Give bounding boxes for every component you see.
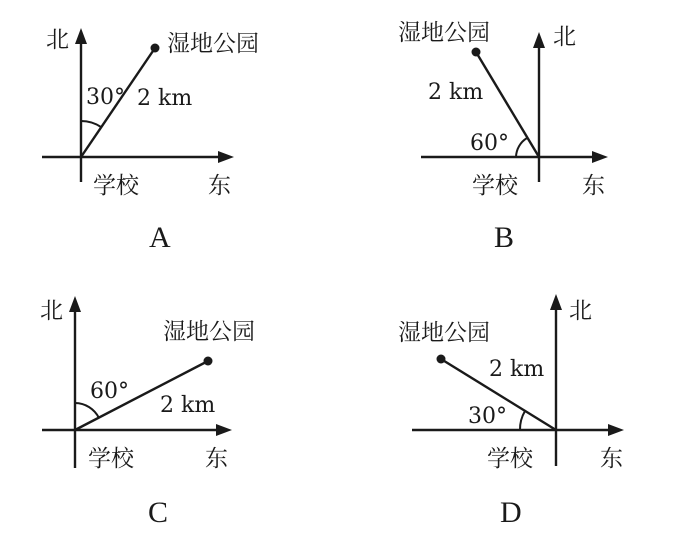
park-point <box>151 44 160 53</box>
east-label: 东 <box>208 173 231 199</box>
angle-label: 30° <box>468 404 507 429</box>
school-label: 学校 <box>93 173 139 199</box>
distance-label: 2 km <box>160 393 216 418</box>
north-label: 北 <box>569 298 592 324</box>
distance-label: 2 km <box>428 80 484 105</box>
east-arrowhead <box>592 151 608 163</box>
park-point <box>472 48 481 57</box>
school-label: 学校 <box>88 446 134 472</box>
north-arrowhead <box>550 294 562 310</box>
angle-arc <box>520 411 525 430</box>
angle-arc <box>516 138 527 157</box>
panel-letter: B <box>494 221 515 254</box>
panel-c <box>40 296 255 529</box>
park-label: 湿地公园 <box>167 31 259 57</box>
east-arrowhead <box>218 151 234 163</box>
north-arrowhead <box>75 28 87 44</box>
school-label: 学校 <box>487 446 533 472</box>
panel-letter: D <box>500 496 522 529</box>
angle-arc <box>81 121 101 127</box>
panel-b <box>398 20 608 254</box>
north-arrowhead <box>69 296 81 312</box>
north-label: 北 <box>40 298 63 324</box>
angle-label: 30° <box>86 85 125 110</box>
north-label: 北 <box>46 27 69 53</box>
angle-label: 60° <box>470 131 509 156</box>
angle-arc <box>75 403 99 418</box>
panel-letter: C <box>148 496 169 529</box>
east-arrowhead <box>608 424 624 436</box>
park-label: 湿地公园 <box>398 20 490 46</box>
panel-d <box>398 294 624 529</box>
park-point <box>204 357 213 366</box>
distance-label: 2 km <box>489 357 545 382</box>
park-point <box>437 355 446 364</box>
distance-label: 2 km <box>137 86 193 111</box>
panel-a <box>42 27 259 254</box>
park-label: 湿地公园 <box>163 319 255 345</box>
school-label: 学校 <box>472 173 518 199</box>
east-label: 东 <box>582 173 605 199</box>
east-arrowhead <box>216 424 232 436</box>
east-label: 东 <box>600 446 623 472</box>
panel-letter: A <box>149 221 171 254</box>
park-label: 湿地公园 <box>398 320 490 346</box>
north-arrowhead <box>533 32 545 48</box>
east-label: 东 <box>205 446 228 472</box>
north-label: 北 <box>553 24 576 50</box>
angle-label: 60° <box>90 379 129 404</box>
